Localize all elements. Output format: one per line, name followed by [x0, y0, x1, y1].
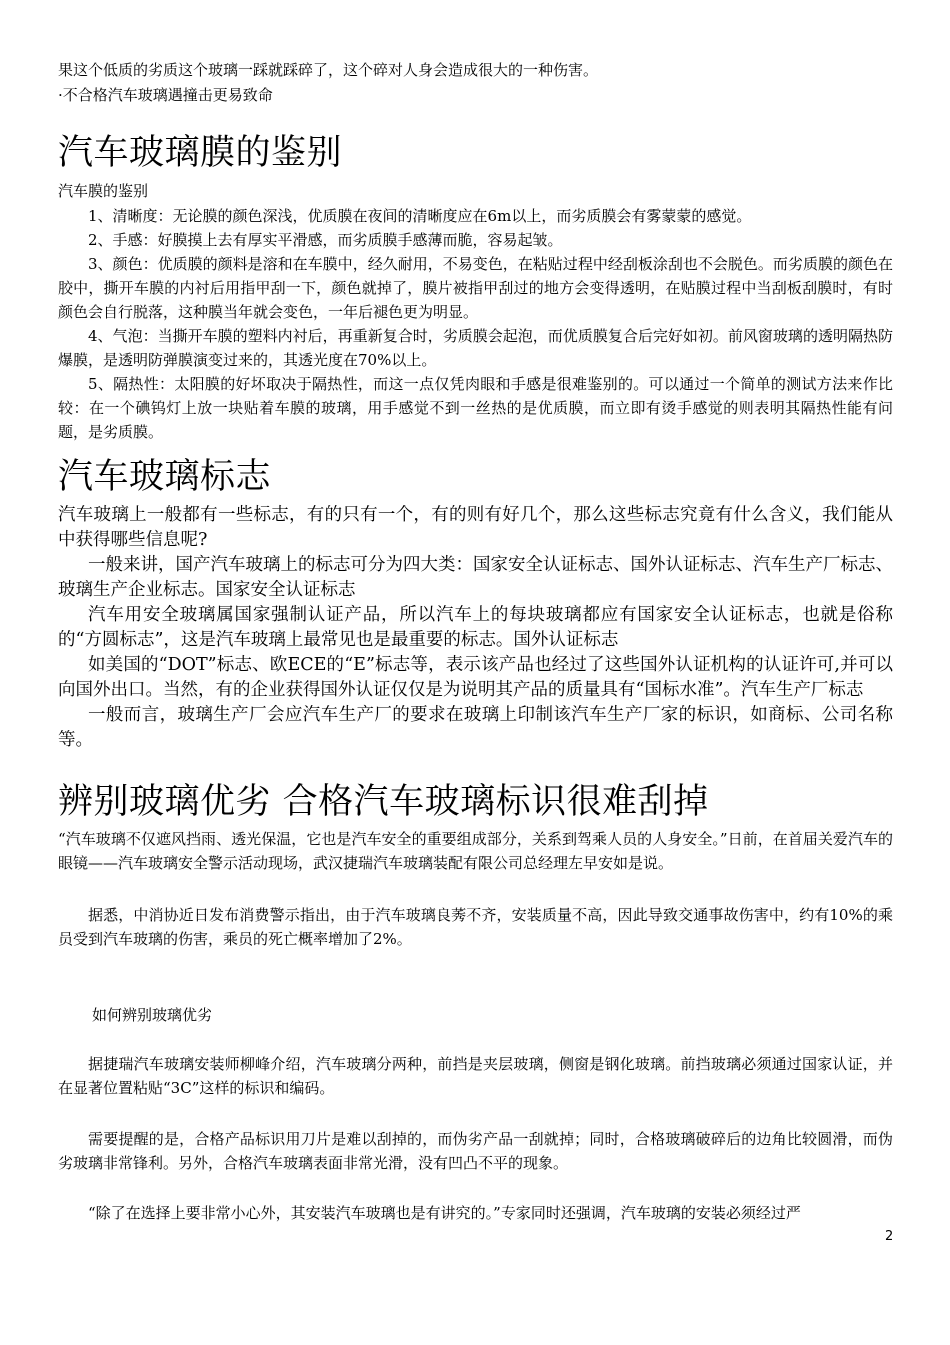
paragraph: “汽车玻璃不仅遮风挡雨、透光保温，它也是汽车安全的重要组成部分，关系到驾乘人员的人身安全。”日前，在首届关爱汽车的眼镜——汽车玻璃安全警示活动现场，武汉捷瑞汽车玻璃装配有限公司总经理左早安如是说。 — [58, 830, 893, 872]
subheading-how-to-identify: 如何辨别玻璃优劣 — [92, 1006, 213, 1024]
marks-paragraphs — [58, 503, 893, 753]
paragraph: 需要提醒的是，合格产品标识用刀片是难以刮掉的，而伪劣产品一刮就掉；同时，合格玻璃破碎后的边角比较圆滑，而伪劣玻璃非常锋利。另外，合格汽车玻璃表面非常光滑，没有凹凸不平的现象。 — [58, 1130, 893, 1172]
criteria-item: 2、手感：好膜摸上去有厚实平滑感，而劣质膜手感薄而脆，容易起皱。 — [88, 231, 563, 249]
paragraph: 如美国的“DOT”标志、欧ECE的“E”标志等，表示该产品也经过了这些国外认证机构的认证许可,并可以向国外出口。当然，有的企业获得国外认证仅仅是为说明其产品的质量具有“国标水准”。汽车生产厂标志 — [58, 655, 893, 700]
intro-bullet: ·不合格汽车玻璃遇撞击更易致命 — [58, 86, 273, 104]
paragraph: 据捷瑞汽车玻璃安装师柳峰介绍，汽车玻璃分两种，前挡是夹层玻璃，侧窗是钢化玻璃。前挡玻璃必须通过国家认证，并在显著位置粘贴“3C”这样的标识和编码。 — [58, 1055, 893, 1097]
paragraph: “除了在选择上要非常小心外，其安装汽车玻璃也是有讲究的。”专家同时还强调，汽车玻璃的安装必须经过严 — [88, 1204, 801, 1222]
paragraph: 据悉，中消协近日发布消费警示指出，由于汽车玻璃良莠不齐，安装质量不高，因此导致交通事故伤害中，约有10%的乘员受到汽车玻璃的伤害，乘员的死亡概率增加了2%。 — [58, 906, 893, 948]
film-criteria-list — [58, 204, 893, 444]
criteria-item: 4、气泡：当撕开车膜的塑料内衬后，再重新复合时，劣质膜会起泡，而优质膜复合后完好如初。前风窗玻璃的透明隔热防爆膜，是透明防弹膜演变过来的，其透光度在70%以上。 — [58, 327, 893, 369]
criteria-item: 1、清晰度：无论膜的颜色深浅，优质膜在夜间的清晰度应在6m以上，而劣质膜会有雾蒙蒙的感觉。 — [88, 207, 752, 225]
intro-line-1: 果这个低质的劣质这个玻璃一踩就踩碎了，这个碎对人身会造成很大的一种伤害。 — [58, 61, 599, 79]
section-title-quality: 辨别玻璃优劣 合格汽车玻璃标识很难刮掉 — [58, 782, 709, 822]
paragraph: 汽车玻璃上一般都有一些标志，有的只有一个，有的则有好几个，那么这些标志究竟有什么含义，我们能从中获得哪些信息呢? — [58, 505, 893, 550]
section-title-marks: 汽车玻璃标志 — [58, 457, 272, 497]
paragraph: 一般而言，玻璃生产厂会应汽车生产厂的要求在玻璃上印制该汽车生产厂家的标识，如商标、公司名称等。 — [58, 705, 893, 750]
paragraph: 汽车用安全玻璃属国家强制认证产品，所以汽车上的每块玻璃都应有国家安全认证标志，也就是俗称的“方圆标志”，这是汽车玻璃上最常见也是最重要的标志。国外认证标志 — [58, 605, 893, 650]
paragraph: 一般来讲，国产汽车玻璃上的标志可分为四大类：国家安全认证标志、国外认证标志、汽车生产厂标志、玻璃生产企业标志。国家安全认证标志 — [58, 555, 893, 600]
section-subtitle-film: 汽车膜的鉴别 — [58, 182, 149, 200]
criteria-item: 3、颜色：优质膜的颜料是溶和在车膜中，经久耐用，不易变色，在粘贴过程中经刮板涂刮也不会脱色。而劣质膜的颜色在胶中，撕开车膜的内衬后用指甲刮一下，颜色就掉了，膜片被指甲刮过的地方会变得透明，在贴膜过程中当刮板刮膜时，有时颜色会自行脱落，这种膜当年就会变色，一年后褪色更为明显。 — [58, 255, 893, 321]
section-title-film: 汽车玻璃膜的鉴别 — [58, 133, 343, 173]
page-number: 2 — [885, 1229, 894, 1244]
criteria-item: 5、隔热性：太阳膜的好坏取决于隔热性，而这一点仅凭肉眼和手感是很难鉴别的。可以通过一个简单的测试方法来作比较：在一个碘钨灯上放一块贴着车膜的玻璃，用手感觉不到一丝热的是优质膜，而立即有烫手感觉的则表明其隔热性能有问题，是劣质膜。 — [58, 375, 893, 441]
